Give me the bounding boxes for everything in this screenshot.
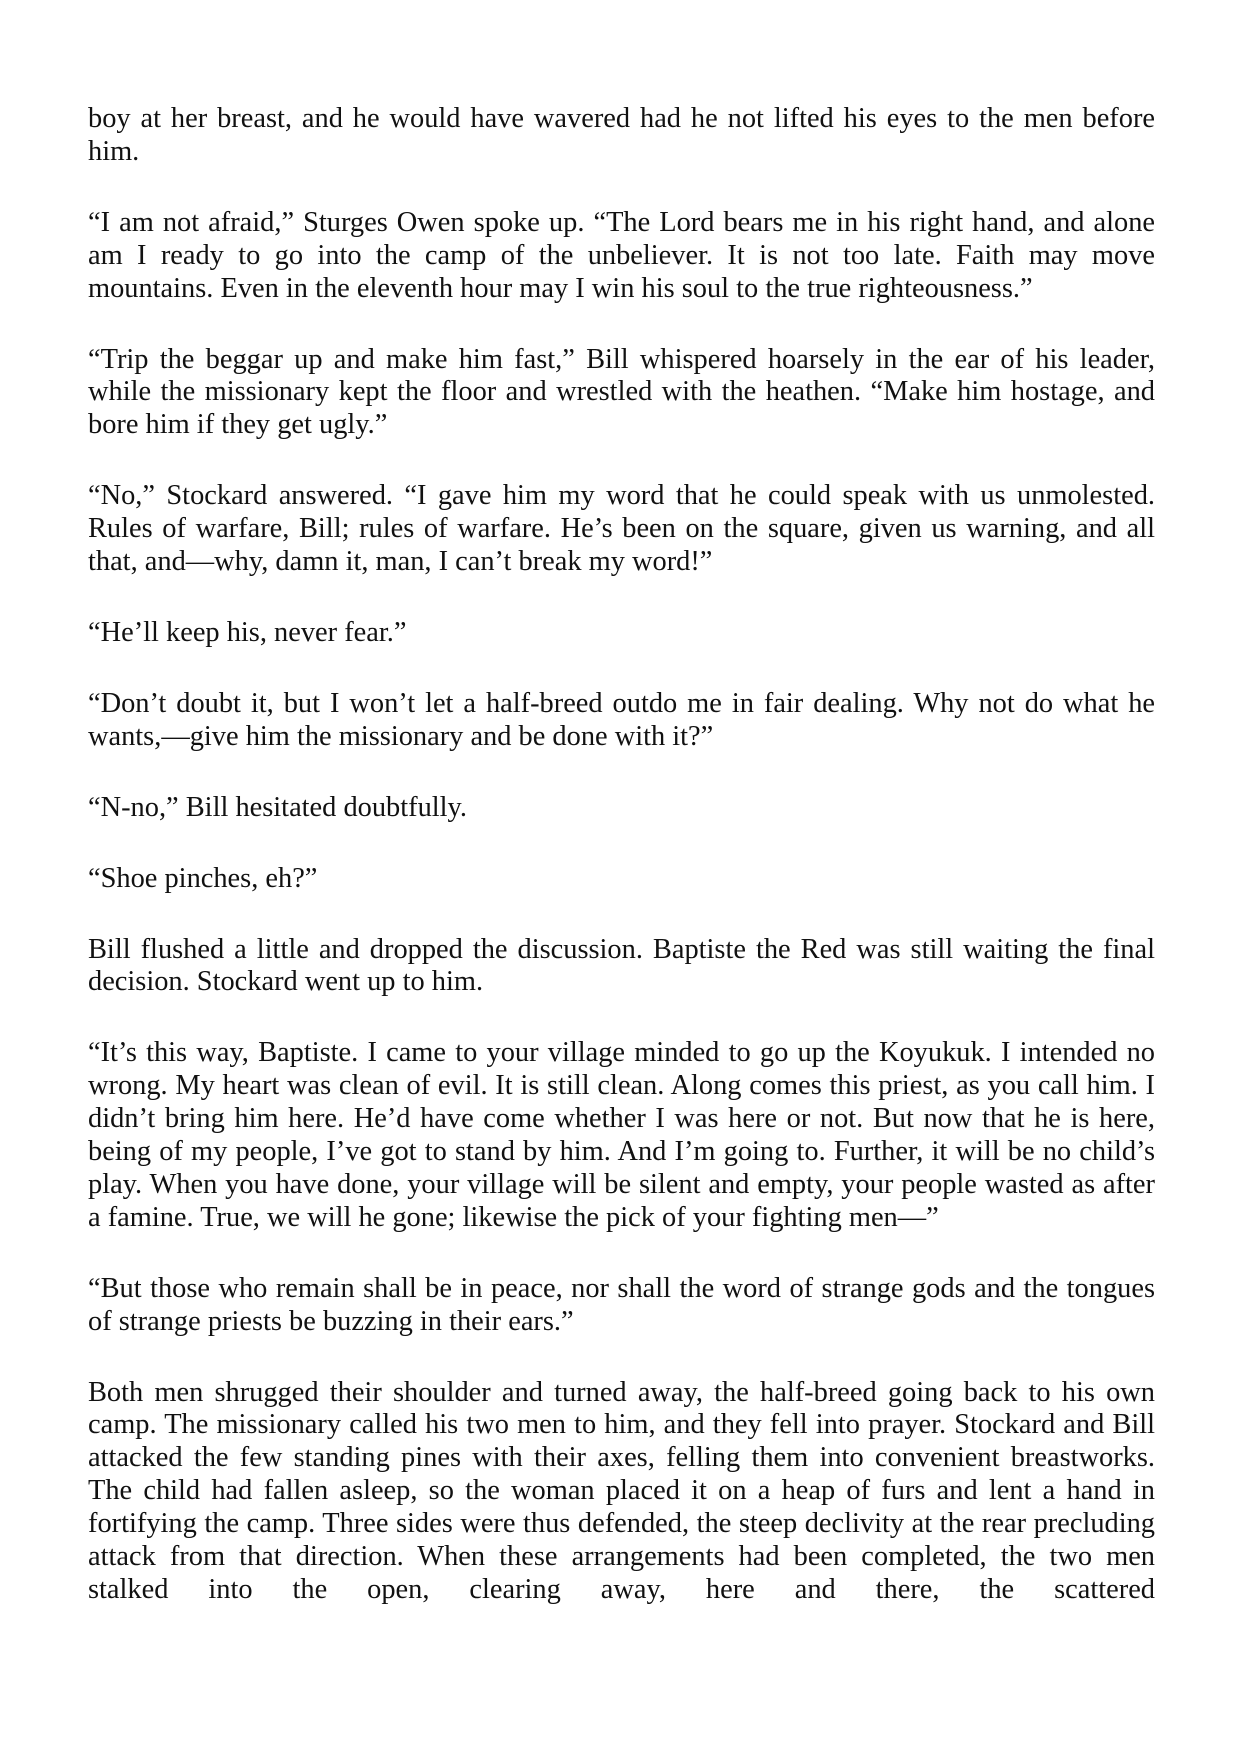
paragraph: “N-no,” Bill hesitated doubtfully. bbox=[88, 791, 467, 823]
paragraph: “He’ll keep his, never fear.” bbox=[88, 616, 407, 648]
paragraph: “No,” Stockard answered. “I gave him my word that he could speak with us unmolested. Rules of warfare, Bill; rules of warfare. He’s been on the square, given us warning, and all that, and—why, damn it, man, I can’t break my word!” bbox=[88, 480, 1155, 578]
paragraph: “Shoe pinches, eh?” bbox=[88, 862, 318, 894]
paragraph: “But those who remain shall be in peace, nor shall the word of strange gods and the tongues of strange priests be buzzing in their ears.” bbox=[88, 1272, 1155, 1337]
paragraph: “Trip the beggar up and make him fast,” Bill whispered hoarsely in the ear of his leader, while the missionary kept the floor and wrestled with the heathen. “Make him hostage, and bore him if they get ugly.” bbox=[88, 343, 1155, 441]
paragraph: “It’s this way, Baptiste. I came to your village minded to go up the Koyukuk. I intended no wrong. My heart was clean of evil. It is still clean. Along comes this priest, as you call him. I didn’t bring him here. He’d have come whether I was here or not. But now that he is here, being of my people, I’ve got to stand by him. And I’m going to. Further, it will be no child’s play. When you have done, your village will be silent and empty, your people wasted as after a famine. True, we will he gone; likewise the pick of your fighting men—” bbox=[88, 1037, 1155, 1233]
paragraph: Bill flushed a little and dropped the discussion. Baptiste the Red was still waiting the final decision. Stockard went up to him. bbox=[88, 933, 1155, 998]
paragraph: boy at her breast, and he would have wavered had he not lifted his eyes to the men before him. bbox=[88, 103, 1155, 167]
paragraph: “Don’t doubt it, but I won’t let a half-breed outdo me in fair dealing. Why not do what he wants,—give him the missionary and be done with it?” bbox=[88, 687, 1155, 752]
paragraph: “I am not afraid,” Sturges Owen spoke up. “The Lord bears me in his right hand, and alone am I ready to go into the camp of the unbeliever. It is not too late. Faith may move mountains. Even in the eleventh hour may I win his soul to the true righteousness.” bbox=[88, 206, 1155, 304]
page-body bbox=[88, 103, 1155, 1607]
paragraph: Both men shrugged their shoulder and turned away, the half-breed going back to his own camp. The missionary called his two men to him, and they fell into prayer. Stockard and Bill attacked the few standing pines with their axes, felling them into convenient breastworks. The child had fallen asleep, so the woman placed it on a heap of furs and lent a hand in fortifying the camp. Three sides were thus defended, the steep declivity at the rear precluding attack from that direction. When these arrangements had been completed, the two men stalked into the open, clearing away, here and there, the scattered bbox=[88, 1376, 1155, 1605]
